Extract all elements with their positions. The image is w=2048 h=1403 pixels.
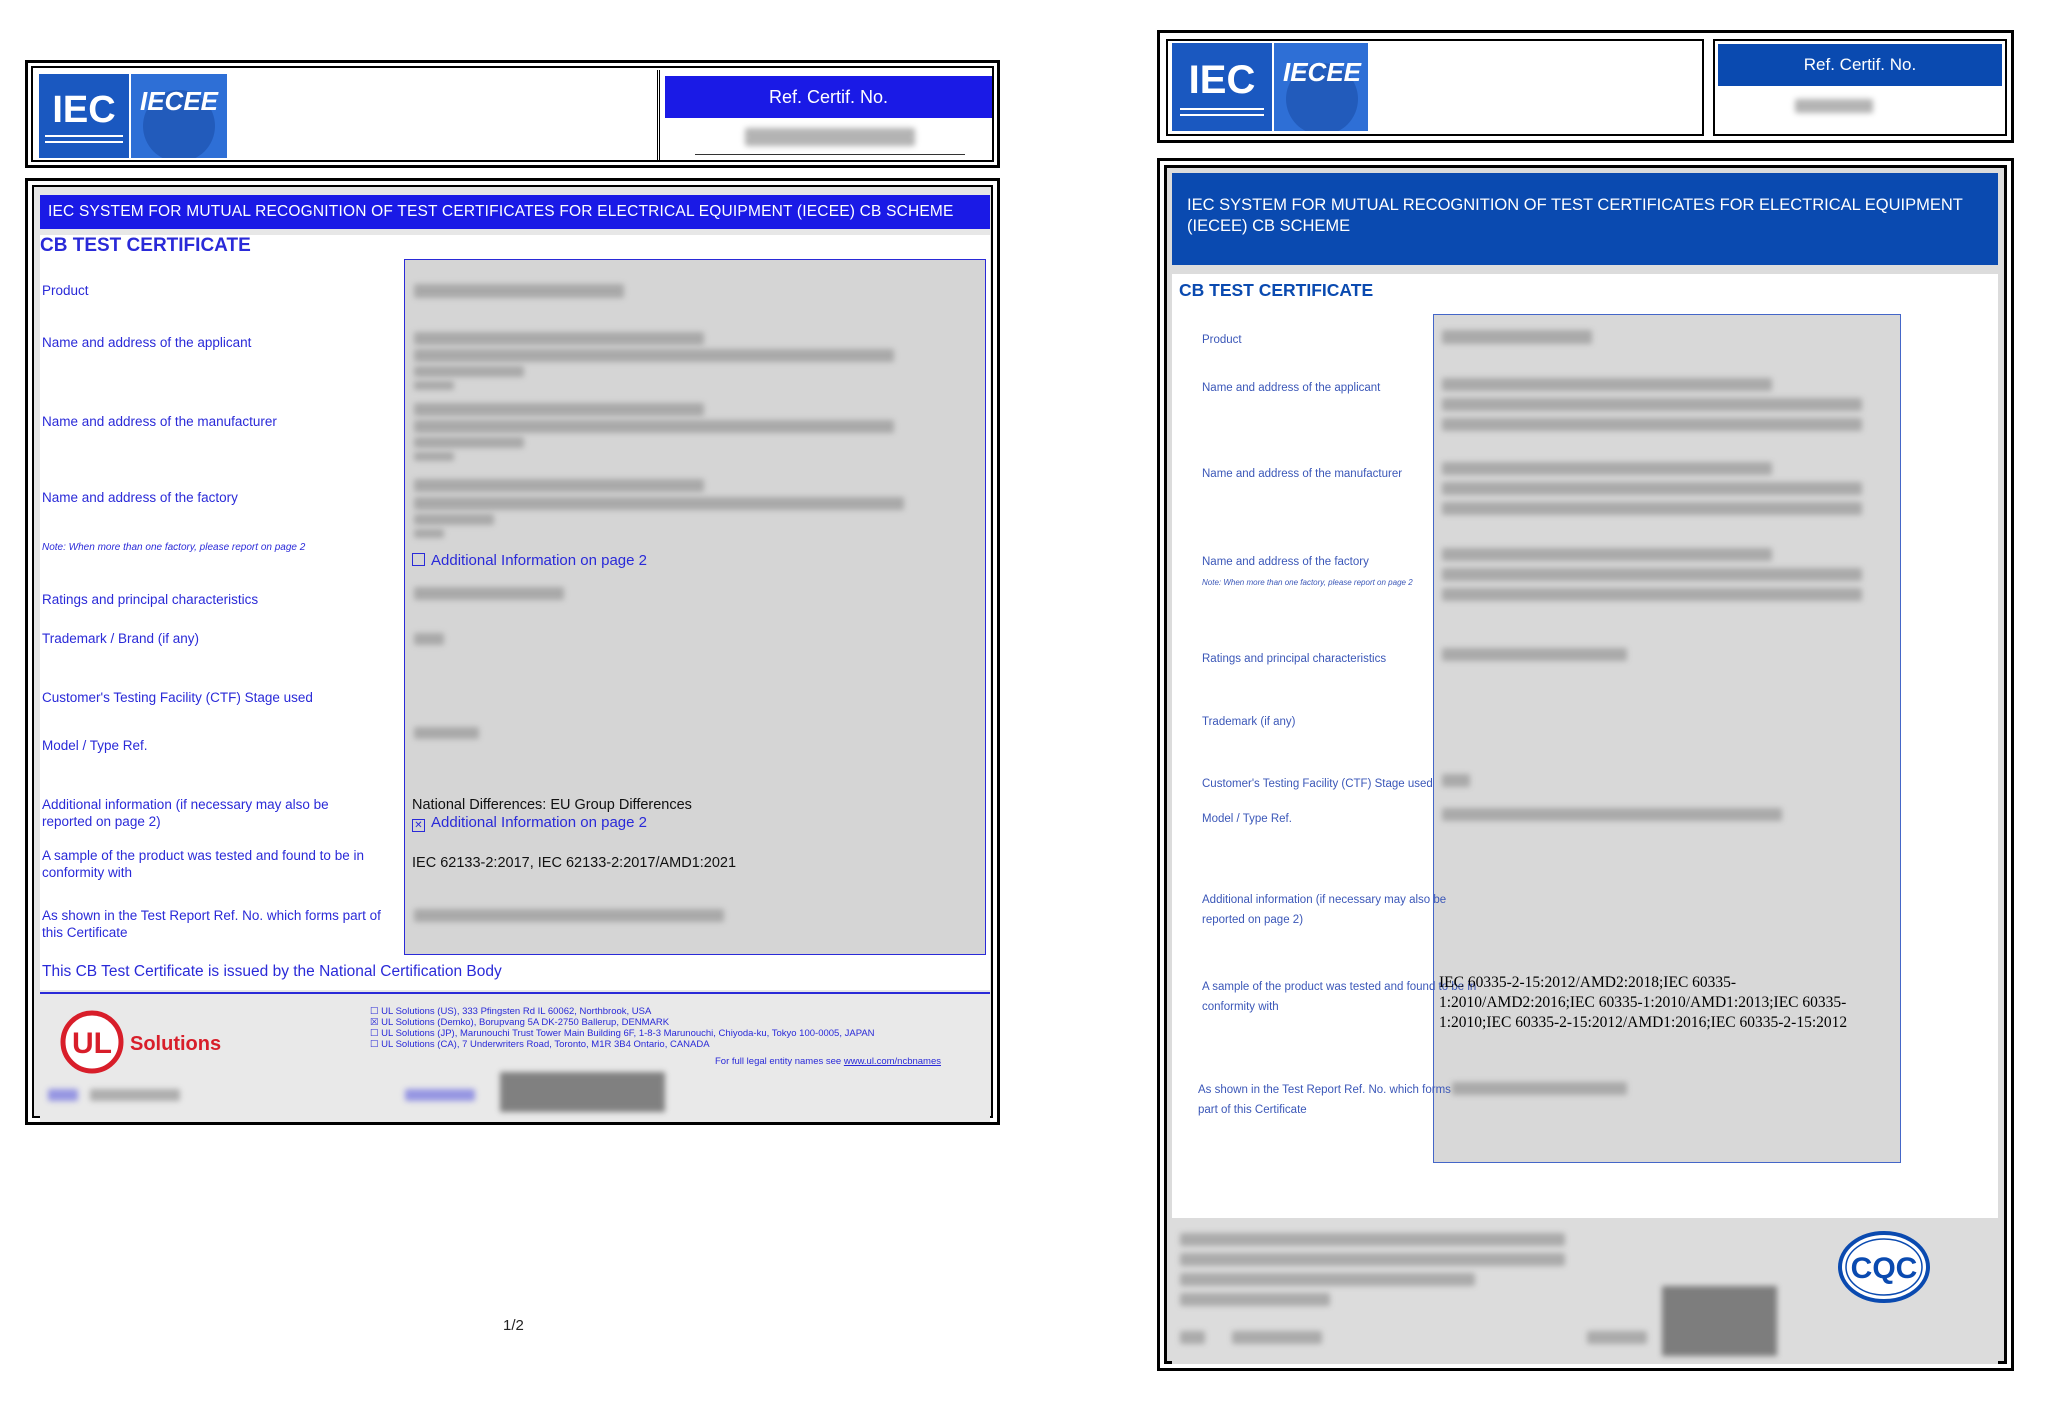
report-redacted [414, 909, 724, 922]
factory-redacted-4 [414, 529, 444, 538]
ratings-redacted [414, 587, 564, 600]
applicant-redacted-right-2 [1442, 398, 1862, 411]
label-report-right: As shown in the Test Report Ref. No. which forms part of this Certificate [1198, 1084, 1451, 1116]
applicant-redacted-right-3 [1442, 418, 1862, 431]
signature-redacted-right [1662, 1286, 1777, 1356]
checked-checkbox-icon: ✕ [412, 819, 425, 832]
factory-redacted-2 [414, 497, 904, 510]
page-number: 1/2 [503, 1317, 524, 1334]
date-label-redacted [48, 1089, 78, 1101]
ul-entity-note [715, 1056, 941, 1067]
applicant-redacted-right-1 [1442, 378, 1772, 391]
manufacturer-redacted-4 [414, 452, 454, 461]
iecee-logo-text: IECEE [139, 86, 219, 116]
ul-entity-note-text: For full legal entity names see [715, 1056, 844, 1067]
factory-note: Note: When more than one factory, please report on page 2 [42, 542, 306, 553]
factory-redacted-right-2 [1442, 568, 1862, 581]
label-ctf-right: Customer's Testing Facility (CTF) Stage used [1202, 778, 1433, 790]
applicant-redacted-2 [414, 349, 894, 362]
ref-cert-title: Ref. Certif. No. [665, 76, 992, 118]
label-model-right: Model / Type Ref. [1202, 813, 1292, 825]
ref-cert-title-right: Ref. Certif. No. [1718, 44, 2002, 86]
ref-number-redacted [745, 128, 915, 146]
right-cert-header [1157, 30, 2014, 143]
ul-entity-link[interactable]: www.ul.com/ncbnames [843, 1056, 941, 1067]
label-additional-right: Additional information (if necessary may also be reported on page 2) [1202, 894, 1447, 926]
label-product-right: Product [1202, 334, 1242, 346]
additional-info [412, 814, 647, 832]
issuer-redacted-4 [1180, 1293, 1330, 1306]
label-applicant-right: Name and address of the applicant [1202, 382, 1381, 394]
factory-additional-info-text: Additional Information on page 2 [431, 552, 647, 569]
left-logo-area [35, 70, 660, 162]
label-sample-right: A sample of the product was tested and found to be in conformity with [1202, 981, 1477, 1013]
ul-solutions-text: Solutions [130, 1033, 222, 1055]
left-ref-box [665, 70, 992, 162]
cert-title-right: CB TEST CERTIFICATE [1179, 280, 1374, 300]
cqc-logo-text: CQC [1850, 1252, 1918, 1285]
date-redacted-right [1232, 1331, 1322, 1344]
ctf-redacted-right [1442, 774, 1470, 787]
iecee-logo-text-right: IECEE [1282, 57, 1362, 87]
factory-note-right: Note: When more than one factory, please report on page 2 [1202, 578, 1413, 587]
applicant-redacted-1 [414, 332, 704, 345]
iec-logo-text: IEC [52, 89, 116, 131]
ratings-redacted-right [1442, 648, 1627, 661]
issuer-redacted-3 [1180, 1273, 1475, 1286]
issued-by: This CB Test Certificate is issued by the National Certification Body [42, 963, 502, 980]
iecee-banner: IEC SYSTEM FOR MUTUAL RECOGNITION OF TEST CERTIFICATES FOR ELECTRICAL EQUIPMENT (IECEE) CB SCHEME [40, 195, 990, 229]
label-ctf: Customer's Testing Facility (CTF) Stage used [42, 690, 313, 705]
ul-solutions-logo [60, 1008, 260, 1078]
values-panel [404, 259, 986, 955]
label-additional: Additional information (if necessary may also be reported on page 2) [42, 797, 329, 829]
ul-address-ca: ☐ UL Solutions (CA), 7 Underwriters Road, Toronto, M1R 3B4 Ontario, CANADA [370, 1039, 710, 1050]
applicant-redacted-3 [414, 366, 524, 377]
additional-info-text: Additional Information on page 2 [431, 814, 647, 831]
label-trademark: Trademark / Brand (if any) [42, 631, 200, 646]
factory-redacted-right-1 [1442, 548, 1772, 561]
issuer-redacted-2 [1180, 1253, 1565, 1266]
left-cert-body [25, 178, 1000, 1125]
signature-label-redacted [405, 1089, 475, 1101]
right-cert-body [1157, 158, 2014, 1371]
date-label-redacted-right [1180, 1331, 1205, 1344]
unchecked-checkbox-icon [412, 553, 425, 566]
date-redacted [90, 1089, 180, 1101]
label-ratings-right: Ratings and principal characteristics [1202, 653, 1387, 665]
manufacturer-redacted-3 [414, 437, 524, 448]
standards-value: IEC 62133-2:2017, IEC 62133-2:2017/AMD1:2021 [412, 855, 737, 871]
label-model: Model / Type Ref. [42, 738, 148, 753]
factory-redacted-3 [414, 514, 494, 525]
trademark-redacted [414, 633, 444, 645]
iecee-banner-right: IEC SYSTEM FOR MUTUAL RECOGNITION OF TEST CERTIFICATES FOR ELECTRICAL EQUIPMENT (IECEE) CB SCHEME [1172, 173, 1998, 265]
standards-value-right: IEC 60335-2-15:2012/AMD2:2018;IEC 60335-1:2010/AMD2:2016;IEC 60335-1:2010/AMD1:2013;IEC 60335-1:2010;IEC 60335-2-15:2012/AMD1:2016;IEC 60335-2-15:2012 [1439, 974, 1848, 1031]
right-logo-area [1166, 39, 1704, 136]
label-ratings: Ratings and principal characteristics [42, 592, 259, 607]
label-manufacturer-right: Name and address of the manufacturer [1202, 468, 1403, 480]
report-redacted-right [1452, 1082, 1627, 1095]
model-redacted-right [1442, 808, 1782, 821]
ref-number-redacted-right [1795, 99, 1873, 113]
left-cert-header [25, 60, 1000, 168]
cert-title: CB TEST CERTIFICATE [40, 235, 251, 256]
values-panel-right [1433, 314, 1901, 1163]
ul-logo-text: UL [72, 1027, 112, 1060]
applicant-redacted-4 [414, 381, 454, 390]
product-redacted [414, 284, 624, 298]
cqc-footer [1172, 1221, 1998, 1364]
manufacturer-redacted-right-3 [1442, 502, 1862, 515]
signature-label-redacted-right [1587, 1331, 1647, 1344]
label-report: As shown in the Test Report Ref. No. which forms part of this Certificate [42, 908, 381, 940]
factory-additional-info [412, 552, 647, 569]
ul-address-demko: ☒ UL Solutions (Demko), Borupvang 5A DK-2750 Ballerup, DENMARK [370, 1017, 670, 1028]
right-ref-box [1713, 39, 2007, 136]
iec-iecee-logo-right [1172, 43, 1382, 131]
label-product: Product [42, 283, 89, 298]
label-factory-right: Name and address of the factory [1202, 556, 1369, 568]
label-manufacturer: Name and address of the manufacturer [42, 414, 277, 429]
cqc-logo [1834, 1227, 1934, 1307]
manufacturer-redacted-right-1 [1442, 462, 1772, 475]
manufacturer-redacted-2 [414, 420, 894, 433]
national-differences: National Differences: EU Group Differences [412, 797, 692, 813]
factory-redacted-1 [414, 479, 704, 492]
iec-logo-text-right: IEC [1188, 58, 1256, 102]
factory-redacted-right-3 [1442, 588, 1862, 601]
product-redacted-right [1442, 330, 1592, 344]
ul-address-us: ☐ UL Solutions (US), 333 Pfingsten Rd IL 60062, Northbrook, USA [370, 1006, 652, 1017]
model-redacted [414, 727, 479, 739]
iec-iecee-logo [39, 74, 229, 158]
manufacturer-redacted-right-2 [1442, 482, 1862, 495]
ul-footer [40, 992, 990, 1122]
signature-redacted [500, 1072, 665, 1112]
ref-underline [695, 154, 965, 155]
manufacturer-redacted-1 [414, 403, 704, 416]
label-sample: A sample of the product was tested and found to be in conformity with [42, 848, 364, 880]
issuer-redacted-1 [1180, 1233, 1565, 1246]
ul-address-jp: ☐ UL Solutions (JP), Marunouchi Trust Tower Main Building 6F, 1-8-3 Marunouchi, Chiyoda-ku, Tokyo 100-0005, JAPAN [370, 1028, 875, 1039]
label-trademark-right: Trademark (if any) [1202, 716, 1296, 728]
label-applicant: Name and address of the applicant [42, 335, 252, 350]
label-factory: Name and address of the factory [42, 490, 238, 505]
